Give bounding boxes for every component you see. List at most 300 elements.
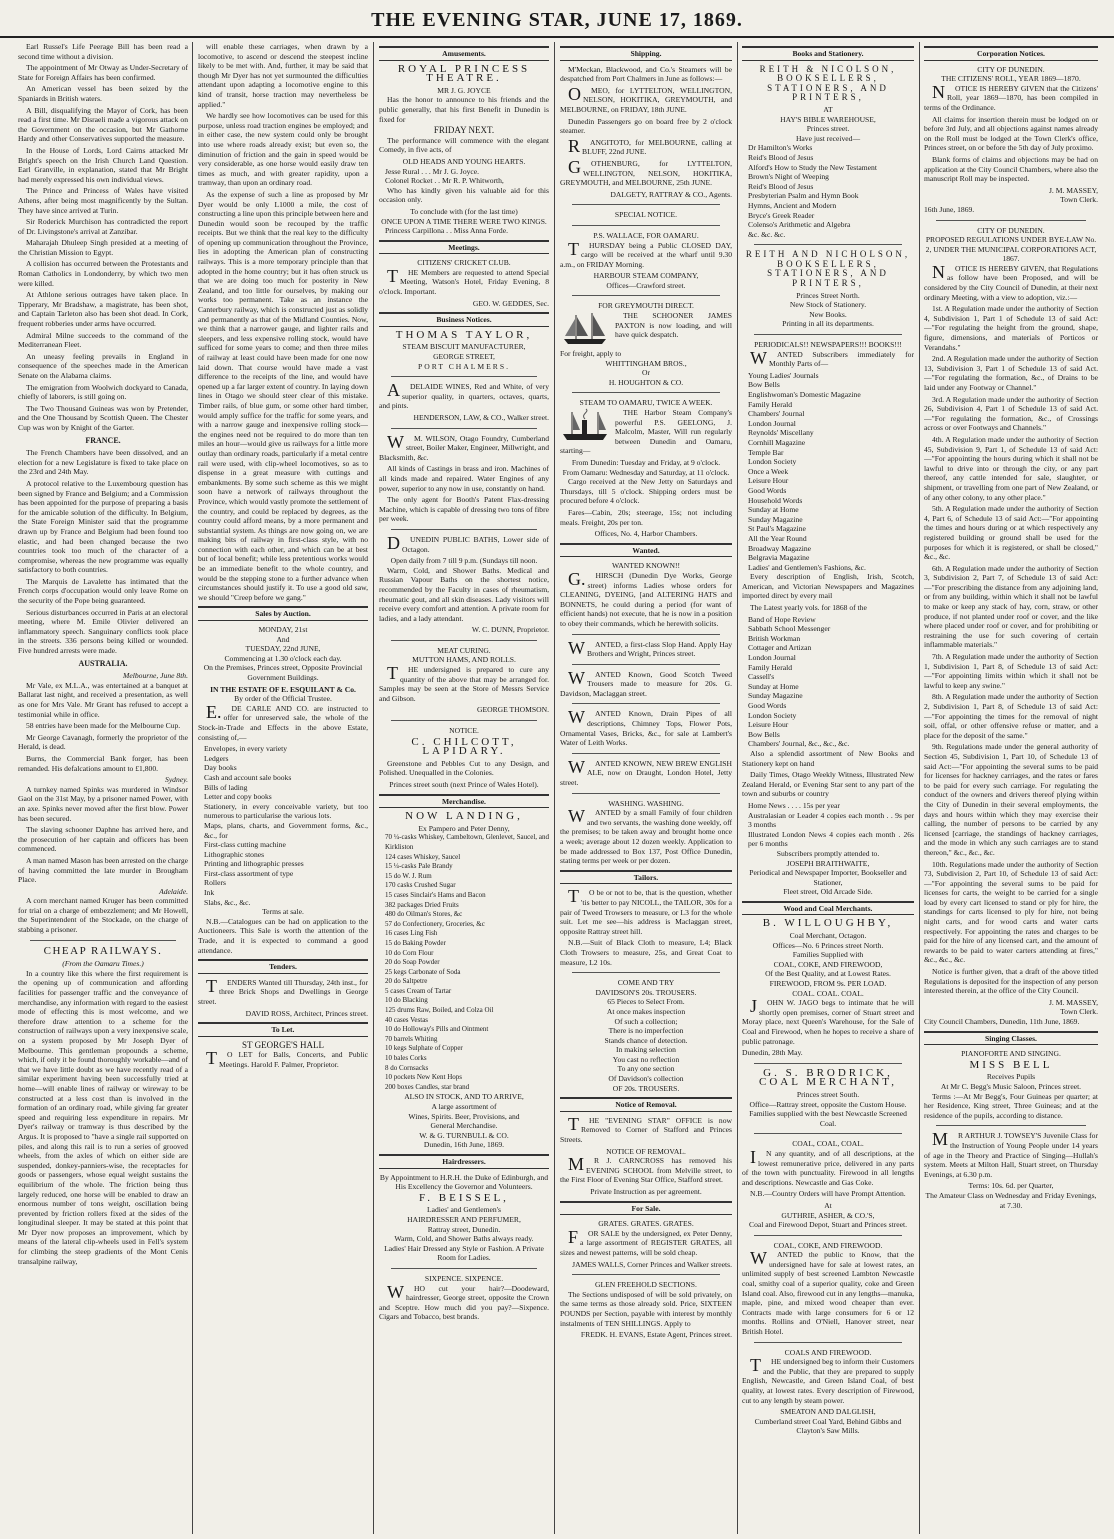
reith2-address: Princes Street North. (796, 290, 860, 300)
list-item: Chambers' Journal, &c., &c., &c. (748, 739, 850, 749)
every-description: Every description of English, Irish, Scotch, American, and Victorian Newspapers and Magazines imported direct by every mail (742, 572, 914, 601)
list-item: Chambers' Journal (748, 409, 805, 419)
omeo-notice: OMEO, for LYTTELTON, WELLINGTON, NELSON, HOKITIKA, GREYMOUTH, and MELBOURNE, on FRIDAY, 18th JUNE. (560, 83, 732, 114)
section-shipping: Shipping. (560, 46, 732, 61)
bell-saloon: At Mr C. Begg's Music Saloon, Princes street. (940, 1081, 1082, 1091)
brodrick: G. S. BRODRICK, COAL MERCHANT, (759, 1066, 897, 1089)
news-items (18, 42, 188, 433)
hall-notice: TO LET for Balls, Concerts, and Public Meetings. Harold F. Palmer, Proprietor. (206, 1048, 368, 1069)
article-paragraph: In a country like this where the first requirement is the opening up of communication and affording facilities for passenger traffic and the conveyance of merchandise, any information with regard to the easiest mode of effecting this is most welcome, and we therefore draw attention to a scheme for the construction of railways upon a very inexpensive scale, on a system proposed by Mr Joseph Dyer of Melbourne. This gentleman propounds a scheme, which, if only it be found thoroughly workable—and of that we have little doubt as we have recently read of a similar experiment having been successfully tried at home—will enable lines of railway or wireway to be constructed at a less cost than is involved in the formation of an ordinary road, while giving far greater speed and requiring less expenditure in repairs. Mr Dyer's railway or tramway is thus described by the Argus. It is proposed to "have a single rail supported on piles, and along this rail is to run a series of grooved wheels, from the axles of which on either side are suspended, donkey-panniers-wise, the receptacles for goods or passengers, whose equal weight sustains the equilibrium of the whole. The friction being thus largely reduced, one horse will be enabled to draw an enormous number of tons weight, oscillation being prevented by friction rollers fixed at the sides of the longitudinal sleeper. It may be stated at this point that Mr Dyer now proposes an improvement, which by means of the lateral clip-wheels used in Fell's system for climbing the steep gradients of the Mont Cenis transalpine railway, (18, 968, 188, 1266)
davidson-verse (560, 997, 732, 1083)
massey-signature: J. M. MASSEY, (1048, 185, 1098, 195)
stock-wines: Wines, Spirits. Beer, Provisions, and (408, 1111, 520, 1121)
braithwaite-trade: Periodical and Newspaper Importer, Bookseller and Stationer, (749, 868, 907, 887)
list-item: 20 do Saltpetre (385, 977, 428, 986)
washing-notice: WANTED by a small Family of four children and two servants, the washing done weekly, off the premises; to be taken away and brought home once a week; average about 12 dozen weekly. Application to be made addressed to Box 137, Post Office Dunedin, stating terms per week or per dozen. (560, 806, 732, 866)
coal-coke-firewood-2: COAL, COKE, AND FIREWOOD. (773, 1240, 883, 1250)
list-item: Sabbath School Messenger (748, 624, 831, 634)
masthead (0, 6, 1114, 38)
wanted-subscribers: WANTED Subscribers immediately for Monthly Parts of— (750, 347, 914, 369)
tenders-signature: DAVID ROSS, Architect, Princes street. (245, 1008, 368, 1018)
massey-title: Town Clerk. (1060, 195, 1098, 205)
list-item: 125 drums Raw, Boiled, and Colza Oil (385, 1006, 494, 1015)
list-item: Brown's Night of Weeping (748, 172, 829, 182)
dailies: Daily Times, Otago Weekly Witness, Illustrated New Zealand Herald, or Evening Star sent to any part of the town and suburbs or country (742, 770, 914, 799)
davidson-heading: DAVIDSON'S 20s. TROUSERS. (595, 987, 697, 997)
list-item: Cash and account sale books (204, 772, 292, 782)
smeaton-notice: THE undersigned beg to inform their Customers and the Public, that they are prepared to supply English, Newcastle, and Green Island Coal, of best quality, at lowest rates. Every description of Firewood, cut to any length by steam power. (742, 1355, 914, 1405)
theatre-conclude: To conclude with (for the last time) (410, 206, 518, 216)
divider (391, 640, 537, 641)
list-item: 10 do Holloway's Pills and Ointment (385, 1025, 489, 1034)
turnbull-date: Dunedin, 16th June, 1869. (423, 1140, 505, 1150)
coal-coal-coal: COAL, COAL, COAL. (792, 1139, 864, 1149)
list-item: Leisure Hour (748, 720, 789, 730)
wilson-castings: All kinds of Castings in brass and iron. Machines of all kinds made and repaired. Water Engines of any power, superior to any now in use, constantly on hand. (379, 464, 549, 493)
paxton-notice: THE SCHOONER JAMES PAXTON is now loading, and will have quick despatch. (615, 311, 732, 340)
geelong-oamaru: From Oamaru: Wednesday and Saturday, at 11 o'clock. (562, 467, 730, 477)
divider (572, 225, 720, 226)
list-item: London Journal (748, 653, 796, 663)
railways-continued (198, 42, 368, 602)
list-item: Stationery, in every conceivable variety, but too numerous to particularise the various lots. (204, 801, 368, 821)
list-item: 5 cases Cream of Tartar (385, 986, 452, 995)
new-stationery: New Stock of Stationery. (789, 300, 867, 310)
regulation-item: 6th. A Regulation made under the authority of Section 3, Subdivision 2, Part 7, of Schedule 13 of said Act:—"For prescribing the distance from any adjoining land, or from any building, within which it shall not be lawful to make or keep any stack of hay, corn, straw, or other produce, if not planted under roof or cover, and the like where placed under roof or cover, and for prohibiting or restraining the use for such covering of certain inflammable materials." (924, 563, 1098, 650)
best-quality: Of the Best Quality, and at Lowest Rates. (765, 969, 891, 979)
landing-ships: Ex Pampero and Peter Denny, (418, 823, 510, 833)
news-paragraph: An American vessel has been seized by the Spaniards in British waters. (18, 84, 188, 103)
section-amusements: Amusements. (379, 46, 549, 61)
city-of-dunedin-2: CITY OF DUNEDIN. (977, 225, 1045, 235)
sydney-items (18, 785, 188, 885)
list-item: Broadway Magazine (748, 543, 812, 553)
divider (391, 428, 537, 429)
stock-list (198, 744, 368, 907)
verse-line: In making selection (616, 1045, 676, 1055)
regulations-notice: NOTICE IS HEREBY GIVEN, that Regulations as follow have been Proposed, and will be considered by the City Council of Dunedin, at their next ordinary Meeting, with a view to adoption, viz.:— (924, 261, 1098, 302)
subscription-rates (742, 801, 914, 849)
auction-date-2: TUESDAY, 22nd JUNE, (245, 644, 321, 654)
news-paragraph: A collision has occurred between the Protestants and Roman Catholics in Londonderry, by which two men were killed. (18, 259, 188, 288)
verse-line: To any one section (617, 1064, 675, 1074)
wanted-known: WANTED KNOWN!! (611, 561, 681, 571)
play-title: OLD HEADS AND YOUNG HEARTS. (402, 156, 526, 166)
regulation-item: 5th. A Regulation made under the authority of Section 4, Part 6, of Schedule 13 of said Act:—"For appointing the times and hours during or at which respectively any registered building or ground shall be used for the purposes for which it is registered, or shall be closed," &c., &c. (924, 504, 1098, 562)
stock-general: General Merchandise. (430, 1121, 498, 1131)
news-paragraph: The appointment of Mr Otway as Under-Secretary of State for Foreign Affairs has been confirmed. (18, 63, 188, 82)
list-item: 70 barrels Whiting (385, 1034, 438, 1043)
verse-line: Of such a collection; (614, 1016, 678, 1026)
list-item: Bow Bells (748, 729, 780, 739)
divider (391, 720, 537, 721)
geelong-fares: Fares—Cabin, 20s; steerage, 15s; not including meals. Freight, 20s per ton. (560, 507, 732, 527)
bell-pupils: Receives Pupils (986, 1072, 1036, 1082)
further-notice: Notice is further given, that a draft of the above titled Regulations is deposited for the inspection of any person interested therein, at the office of the City Council. (924, 967, 1098, 996)
verse-line: You cast no reflection (612, 1054, 680, 1064)
list-item: Cassell's (748, 672, 775, 682)
list-item: Letter and copy books (204, 792, 272, 802)
list-item: All the Year Round (748, 533, 807, 543)
list-item: Ladies' and Gentlemen's Fashions, &c. (748, 562, 866, 572)
taylor-street: GEORGE STREET, (433, 352, 495, 362)
volume-list (742, 615, 914, 749)
omeo-passengers: Dunedin Passengers go on board free by 2 o'clock steamer. (560, 116, 732, 136)
sixpence-notice: WHO cut your hair?—Doodeward, hairdresser, George street, opposite the Crown and Sceptre. How much did you pay?—Sixpence. Cigars and Tobacco, best brands. (379, 1281, 549, 1322)
braithwaite-address: Fleet street, Old Arcade Side. (783, 887, 873, 897)
list-item: 200 boxes Candles, star brand (385, 1082, 470, 1091)
coals-firewood: COALS AND FIREWOOD. (784, 1347, 872, 1357)
news-paragraph: In the House of Lords, Lord Cairns attacked Mr Bright's speech on the Irish Church Land Question. Earl Granville, in explanation, stated that Mr Bright had merely expressed his own individual views. (18, 145, 188, 184)
carncross-notice: MR J. CARNCROSS has removed his EVENING SCHOOL from Melville street, to the First Floor of Evening Star Office, Stafford street. (560, 1154, 732, 1185)
taylor-trade: STEAM BISCUIT MANUFACTURER, (402, 342, 526, 352)
wilson-foundry: WM. WILSON, Otago Foundry, Cumberland street, Boiler Maker, Engineer, Millwright, and Blacksmith, &c. (379, 431, 549, 462)
notice-heading: NOTICE. (449, 726, 479, 736)
glen-notice: The Sections undisposed of will be sold privately, on the same terms as those already sold. Price, SIXTEEN POUNDS per Section, payable with interest by monthly instalments of TEN SHILLINGS. Apply to (560, 1289, 732, 1328)
regulation-item: 8th. A Regulation made under the authority of Section 2, Subdivision 1, Part 8, of Schedule 13 of said Act:—"For appointing the times for the removal of night soil, offal, or other offensive refuse or matter, and a place for the deposit of the same." (924, 692, 1098, 740)
beissel-line-5: Warm, Cold, and Shower Baths always ready. (394, 1234, 534, 1244)
verse-line: 65 Pieces to Select From. (607, 997, 685, 1007)
washing-heading: WASHING. WASHING. (608, 798, 684, 808)
news-paragraph: The Marquis de Lavalette has intimated that the French corps d'occupation would only leave Rome on the security of the Pope being guaranteed. (18, 576, 188, 606)
subscribers-attended: Subscribers promptly attended to. (776, 848, 880, 858)
list-item: 70 ¼-casks Whiskey, Cambeltown, Glenlevet, Saucel, and Kirkliston (385, 833, 549, 851)
news-paragraph: Maharajah Dhuleep Singh presided at a meeting of the Christian Mission to Egypt. (18, 238, 188, 257)
afterpiece-title: ONCE UPON A TIME THERE WERE TWO KINGS. (381, 216, 547, 226)
section-hairdressers: Hairdressers. (379, 1154, 549, 1169)
column-6 (924, 42, 1098, 1534)
news-paragraph: An uneasy feeling prevails in England in consequence of the speeches made in the American Senate on the Alabama claims. (18, 351, 188, 380)
jago-notice: JOHN W. JAGO begs to intimate that he will shortly open premises, corner of Stuart street and Moray place, next Queen's Warehouse, for the Sale of Coal and Firewood, when he hopes to receive a share of public patronage. (742, 996, 914, 1046)
public-notice: WANTED the public to Know, that the undersigned have for sale at lowest rates, an unlimited supply of best screened Lambton Newcastle coal, smithy coal of a superior quality, coke and Green Island coal. Also, firewood cut in any lengths—manuka, maple, pine, and mixed wood cheaper than ever. Contracts made with large consumers for 6 or 12 months. Rollins and O'Niell, Hanover street, near British Hotel. (742, 1248, 914, 1337)
divider (572, 392, 720, 393)
whittingham: WHITTINGHAM BROS., (605, 358, 687, 368)
list-item: 25 kegs Carbonate of Soda (385, 967, 461, 976)
geelong-notice: THE Harbor Steam Company's powerful P.S. GEELONG, J. Malcolm, Master, Will run regularly between Dunedin and Oamaru, starting— (560, 408, 732, 456)
list-item: Englishwoman's Domestic Magazine (748, 390, 861, 399)
list-item: Family Herald (748, 399, 793, 409)
braithwaite: JOSEPH BRAITHWAITE, (786, 858, 870, 868)
divider (754, 1063, 902, 1064)
section-business-notices: Business Notices. (379, 312, 549, 327)
list-item: Presbyterian Psalm and Hymn Book (748, 191, 859, 201)
column-4 (560, 42, 732, 1534)
list-item: Ledgers (204, 753, 229, 763)
melbourne-dateline: Melbourne, June 8th. (123, 671, 188, 681)
steamer-icon (560, 408, 610, 444)
article-paragraph: As the expense of such a line as proposed by Mr Dyer would be only L1000 a mile, the cost of constructing a line upon this principle between here and Dunedin would soon be recouped by the traffic receipts. But we think that the real key to the difficulty of opening up communication throughout the Province, lies in adopting the American plan of constructing railways. This is a more temporary principle than that adopted in the home country; but it has often struck us that we are doing too much for posterity in New Zealand, and too little for ourselves, by making our works too permanent. Take as an instance the Canterbury railway, which is constructed just as solidly and permanently as that of the Midland Counties. Now, we think that a narrower gauge, and lighter rails and sleepers, and less expensive rolling stock, would have sufficed for some years to come; and then three miles of railway at least could have been made for one now laid down. That course would have made a vast difference to the receipts of the line, and would have opened up a far larger extent of country. In laying down lines in Otago we should steer clear of this mistake. Timber rails, of blue gum, or some other hard timber, would amply suffice for the traffic for some years, and with a narrow gauge and inexpensive rolling stock—the engines need not be required to do more than ten miles an hour—would give us railways for a little more outlay than ordinary roads, particularly if a metal centre rail were used, with clip-wheel locomotives, so as to dispense in a great measure with cuttings and embankments. By some such scheme as this we might soon have a network of railways throughout the Province, which would vastly promote the settlement of the country, and could be replaced by degrees, as the country could afford means, by a more permanent and substantial system. As things are now going on, we are making bits of railway in first-class style, with no connection with each other, and which can be at best but of local benefit; while less pretentious works would be an immediate benefit to the whole country, and would be the stepping stone to a further advance when circumstances should justify it. To use a good old saw, we should "Creep before we gang." (198, 189, 368, 602)
henderson-signature: HENDERSON, LAW, & CO., Walker street. (413, 413, 549, 422)
meat-signature: GEORGE THOMSON. (476, 705, 549, 715)
reith-at: AT (823, 104, 833, 114)
railways-source: (From the Oamaru Times.) (62, 959, 144, 969)
smeaton-address: Cumberland street Coal Yard, Behind Gibbs and Clayton's Saw Mills. (754, 1416, 902, 1436)
regulation-item: 2nd. A Regulation made under the authority of Section 13, Subdivision 3, Part 1 of Schedule 13 of said Act.—"For regulating the formation, &c., of Drains to be laid under any Footway or Channel." (924, 354, 1098, 392)
list-item: Australasian or Leader 4 copies each month . . 9s per 3 months (748, 810, 914, 830)
coal-heading: COAL. COAL. COAL. (792, 988, 864, 998)
just-received: Have just received— (795, 133, 861, 143)
reith-nicholson: REITH AND NICHOLSON, BOOKSELLERS, STATIONERS, AND PRINTERS, (745, 249, 911, 289)
city-of-dunedin: CITY OF DUNEDIN. (977, 64, 1045, 74)
list-item: St Paul's Magazine (748, 524, 806, 534)
list-item: Home News . . . . 15s per year (748, 800, 840, 810)
list-item: Dr Hamilton's Works (748, 143, 813, 153)
theatre-kind: Who has kindly given his valuable aid for this occasion only. (379, 185, 549, 205)
baths-signature: W. C. DUNN, Proprietor. (471, 625, 549, 635)
list-item: Leisure Hour (748, 476, 789, 486)
news-paragraph: Earl Russel's Life Peerage Bill has been read a second time without a division. (18, 42, 188, 61)
council-chambers: City Council Chambers, Dunedin, 11th June, 1869. (924, 1017, 1080, 1026)
scotch-tweed: WANTED Known, Good Scotch Tweed Trousers made to measure for 20s. G. Davidson, Maclaggan street. (560, 667, 732, 698)
thomas-taylor: THOMAS TAYLOR, (395, 328, 533, 341)
column-2 (198, 42, 368, 1534)
divider (572, 634, 720, 635)
column-3 (379, 42, 549, 1534)
jago-date: Dunedin, 28th May. (742, 1048, 803, 1058)
brodrick-address: Princes street South. (796, 1089, 860, 1099)
divider (572, 753, 720, 754)
cheap-railways-heading: CHEAP RAILWAYS. (43, 944, 163, 957)
divider (572, 664, 720, 665)
list-item: Bills of lading (204, 782, 248, 792)
drain-pipes: WANTED Known, Drain Pipes of all descriptions, Chimney Tops, Flower Pots, Ornamental Vases, Bricks, &c., for sale at Lambert's Water of Leith Works. (560, 707, 732, 748)
cricket-club: CITIZENS' CRICKET CLUB. (417, 258, 511, 268)
list-item: Once a Week (748, 466, 789, 476)
list-item: Envelopes, in every variety (204, 744, 288, 754)
baths-hours: Open daily from 7 till 9 p.m. (Sundays till noon. (390, 556, 538, 566)
schooner-icon (560, 311, 610, 347)
citizens-roll: THE CITIZENS' ROLL, YEAR 1869—1870. (941, 74, 1081, 84)
families-supplied: Families Supplied with (792, 950, 864, 960)
guthrie-asher: GUTHRIE, ASHER, & CO.'S, (781, 1210, 875, 1220)
auction-place: On the Premises, Princes street, Opposite Provincial Government Buildings. (203, 663, 363, 682)
list-item: 124 cases Whiskey, Saucel (385, 852, 461, 861)
list-item: Maps, plans, charts, and Government forms, &c., &c., for (204, 820, 368, 840)
section-wood-and-coal: Wood and Coal Merchants. (742, 901, 914, 916)
proposed-regulations: PROPOSED REGULATIONS UNDER BYE-LAW No. 2, UNDER THE MUNICIPAL CORPORATIONS ACT, 1867. (925, 235, 1097, 264)
thursday-notice: THURSDAY being a Public CLOSED DAY, cargo will be received at the wharf until 9.30 a.m., on FRIDAY Morning. (560, 238, 732, 269)
news-paragraph: A Bill, disqualifying the Mayor of Cork, has been read a first time. Mr Disraeli made a vigorous attack on the Government on the occasion, but Mr Gathorne Hardy and other Conservatives supported the measure. (18, 105, 188, 144)
list-item: Good Words (748, 485, 787, 495)
list-item: 480 do Oilman's Stores, &c (385, 910, 463, 919)
chilcott-lapidary: C. CHILCOTT, LAPIDARY. (411, 735, 517, 758)
chilcott-notice: Greenstone and Pebbles Cut to any Design, and Polished. Unequalled in the Colonies. (379, 758, 549, 778)
list-item: Household Words (748, 495, 803, 505)
list-item: London Journal (748, 418, 796, 428)
mutton-hams: MUTTON HAMS, AND ROLLS. (412, 655, 516, 665)
slop-hand: WANTED, a first-class Slop Hand. Apply Hay Brothers and Wright, Princes street. (568, 637, 732, 659)
article-paragraph: will enable these carriages, when drawn by a locomotive, to ascend or descend the steepest incline likely to be met with. And, further, it may be said that though Mr Dyer has not yet surmounted the difficulties attendant upon adapting a locomotive engine to this kind of transit, horse traction may nevertheless be applied." (198, 42, 368, 109)
nicoll-nb: N.B.—Suit of Black Cloth to measure, L4; Black Cloth Trowsers to measure, 25s, and Great Coat to measure, L2 10s. (560, 938, 732, 967)
news-paragraph: A corn merchant named Kruger has been committed for trial on a charge of embezzlement; and Mr Howell, the Superintendent of the Stockade, on the charge of stabbing a prisoner. (18, 896, 188, 935)
list-item: Jesse Rural . . . Mr J. G. Joyce. (385, 166, 480, 176)
column-1 (18, 42, 188, 1534)
geelong-offices: Offices, No. 4, Harbor Chambers. (594, 529, 698, 539)
roll-claims: All claims for insertion therein must be lodged on or before 3rd July, and all objections against names already on the Roll must be lodged at the Town Clerk's office, Princes street, on or before the 5th day of July proximo. (924, 114, 1098, 153)
dalgety-signature: DALGETY, RATTRAY & CO., Agents. (610, 189, 732, 199)
list-item: 10 bales Corks (385, 1054, 427, 1063)
divider (754, 1235, 902, 1236)
periodicals-heading: PERIODICALS!! NEWSPAPERS!!! BOOKS!!! (754, 340, 902, 350)
massey-title-2: Town Clerk. (1060, 1007, 1098, 1017)
verse-line: Stands chance of detection. (604, 1035, 688, 1045)
willoughby-trade: Coal Merchant, Octagon. (789, 931, 867, 941)
greymouth-heading: FOR GREYMOUTH DIRECT. (598, 301, 694, 311)
list-item: Hymns, Ancient and Modern (748, 200, 837, 210)
towsey-amateur: The Amateur Class on Wednesday and Friday Evenings, at 7.30. (925, 1190, 1097, 1210)
notice-of-removal: NOTICE OF REMOVAL. (606, 1146, 686, 1156)
royal-princess-theatre: ROYAL PRINCESS THEATRE. (397, 62, 531, 85)
carle-notice: E.DE CARLE AND CO. are instructed to offer for unreserved sale, the whole of the Stock-in-Trade and Effects in the above Estate, consisting of,— (198, 701, 368, 742)
st-georges-hall: ST GEORGE'S HALL (242, 1039, 324, 1050)
news-paragraph: The French Chambers have been dissolved, and an election for a new Legislature is fixed to take place on the 23rd and 24th May. (18, 448, 188, 477)
reith-nicolson: REITH & NICOLSON, BOOKSELLERS, STATIONERS, AND PRINTERS, (759, 63, 897, 103)
wilson-agent: The only agent for Booth's Patent Flax-dressing Machine, which is capable of dressing two tons of fibre per week. (379, 495, 549, 524)
news-paragraph: Mr George Cavanagh, formerly the proprietor of the Herald, is dead. (18, 732, 188, 752)
list-item: 15 cases Sinclair's Hams and Bacon (385, 890, 486, 899)
news-paragraph: The emigration from Woolwich dockyard to Canada, chiefly of laborers, is still going on. (18, 382, 188, 402)
list-item: 382 packages Dried Fruits (385, 900, 459, 909)
news-paragraph: A man named Mason has been arrested on the charge of having committed the late murder in Brougham Place. (18, 855, 188, 885)
list-item: Alford's How to Study the New Testament (748, 162, 877, 172)
public-baths: DUNEDIN PUBLIC BATHS, Lower side of Octagon. (387, 532, 549, 554)
towsey-terms: Terms: 10s. 6d. per Quarter, (968, 1181, 1054, 1191)
grates-notice: FOR SALE by the undersigned, ex Peter Denny, a large assortment of REGISTER GRATES, all sizes and newest patterns, will be sold cheap. (560, 1226, 732, 1257)
news-paragraph: Serious disturbances occurred in Paris at an electoral meeting, where M. Emile Olivier delivered an inflammatory speech. Sanguinary conflicts took place in the streets. 336 persons being killed or wounded. Five hundred arrests were made. (18, 607, 188, 656)
cast-list (379, 167, 549, 186)
willoughby: B. WILLOUGHBY, (762, 917, 894, 930)
pianoforte-heading: PIANOFORTE AND SINGING. (961, 1049, 1061, 1059)
appointment: By Appointment to H.R.H. the Duke of Edinburgh, and His Excellency the Governor and Volunteers. (379, 1172, 549, 1192)
list-item: Good Words (748, 701, 787, 710)
new-brew: WANTED KNOWN, NEW BREW ENGLISH ALE, now on Draught, London Hotel, Jetty street. (560, 756, 732, 788)
brodrick-families: Families supplied with the best Newcastle Screened Coal. (749, 1109, 907, 1128)
massey-signature-2: J. M. MASSEY, (1048, 997, 1098, 1007)
list-item: Printing and lithographic presses (204, 859, 304, 869)
list-item: Young Ladies' Journals (748, 370, 819, 380)
list-item: British Workman (748, 633, 801, 643)
sydney-dateline: Sydney. (165, 775, 188, 785)
section-books-and-stationery: Books and Stationery. (742, 46, 914, 61)
column-rule (192, 42, 193, 1534)
regulation-item: 3rd. A Regulation made under the authority of Section 26, Subdivision 4, Part 1 of Schedule 13 of said Act.—"For regulating the formation, &c., of Crossings across or over Footways and Channels." (924, 394, 1098, 433)
column-rule (919, 42, 920, 1534)
list-item: 10 do Blacking (385, 996, 428, 1005)
list-item: Sunday at Home (748, 681, 799, 691)
performance-line: The performance will commence with the elegant Comedy, in five acts, of (379, 135, 549, 155)
section-merchandise: Merchandise. (379, 794, 549, 809)
verse-line: There is no imperfection (608, 1026, 684, 1036)
divider (936, 1125, 1086, 1126)
meat-notice: THE undersigned is prepared to cure any quantity of the above that may be arranged for. Samples may be seen at the Store of Messrs Service and Gibson. (379, 663, 549, 703)
divider (391, 1268, 537, 1269)
houghton: H. HOUGHTON & CO. (608, 377, 684, 387)
article-paragraph: We hardly see how locomotives can be used for this purpose, unless road traction engines be employed; and in either case, the new system could only be brought into use where roads already exist; but even so, the diminution of friction and the gain in speed would be very considerable, as one horse would easily draw ten times as much, and with greater rapidity, upon a tramway, than upon an ordinary road. (198, 111, 368, 188)
list-item: Band of Hope Review (748, 614, 816, 624)
list-item: 15 do Baking Powder (385, 938, 446, 947)
list-item: 20 do Soap Powder (385, 958, 440, 967)
news-paragraph: Mr Vale, ex M.L.A., was entertained at a banquet at Ballarat last night, and received a presentation, as well as one for Mrs Vale. Mr Grant has refused to accept a testimonial while in office. (18, 680, 188, 719)
list-item: 10 do Corn Flour (385, 948, 434, 957)
regulations-list (924, 304, 1098, 965)
divider (572, 972, 720, 973)
section-notice-of-removal: Notice of Removal. (560, 1097, 732, 1112)
divider (572, 1274, 720, 1275)
france-heading: FRANCE. (85, 435, 121, 445)
trustee-line: By order of the Official Trustee. (234, 694, 332, 704)
column-5 (742, 42, 914, 1534)
magazine-list (742, 371, 914, 572)
benefit-day: FRIDAY NEXT. (433, 125, 495, 136)
news-paragraph: 58 entries have been made for the Melbourne Cup. (26, 721, 181, 731)
list-item: Lithographic stones (204, 849, 265, 859)
list-item: Sunday Magazine (748, 514, 803, 524)
australia-items (18, 681, 188, 773)
tenders-notice: TENDERS Wanted till Thursday, 24th inst., for three Brick Shops and Dwellings in George street. (198, 975, 368, 1006)
auction-time: Commencing at 1.30 o'clock each day. (224, 653, 342, 663)
adelaide-dateline: Adelaide. (159, 886, 188, 896)
list-item: 170 casks Crushed Sugar (385, 881, 456, 890)
book-list (742, 143, 914, 239)
news-paragraph: Admiral Milne succeeds to the command of the Mediterranean Fleet. (18, 330, 188, 350)
beissel: F. BEISSEL, (419, 1191, 509, 1204)
divider (572, 793, 720, 794)
list-item: Slabs, &c., &c. (204, 897, 251, 907)
list-item: 10 pockets New Kent Hops (385, 1073, 462, 1082)
paxton-freight: For freight, apply to (560, 349, 622, 359)
news-paragraph: At Athlone serious outrages have taken place. In Tipperary, Mr Bradshaw, a magistrate, has been shot, and Captain Tarleton also has been shot dead. In Cork, frequent robberies under arms have occurred. (18, 290, 188, 329)
divider (391, 529, 537, 530)
hirsch-notice: G.HIRSCH (Dunedin Dye Works, George street) informs Ladies whose orders for CLEANING, DYEING, [and ALTERING HATS and BONNETS, he could during a period (for want of efficient hands) not execute, that he is now in a position to obey their commands, which he herewith solicits. (560, 568, 732, 628)
estate-line: IN THE ESTATE OF E. ESQUILANT & Co. (210, 684, 356, 694)
stock-assortment: A large assortment of (431, 1102, 497, 1111)
hay-address: Princes street. (806, 124, 850, 134)
list-item: Sunday at Home (748, 505, 799, 515)
section-wanted: Wanted. (560, 543, 732, 558)
rangitoto-notice: RANGITOTO, for MELBOURNE, calling at BLUFF, 22nd JUNE. (568, 135, 732, 157)
section-tailors: Tailors. (560, 870, 732, 885)
printing: Printing in all its departments. (782, 319, 874, 329)
new-books: New Books. (809, 309, 847, 319)
nicoll-notice: TO be or not to be, that is the question, whether 'tis better to pay NICOLL, the TAILOR, 30s for a pair of Tweed Trowsers to measure, or L3 for the whole suit. Let me see—his address is Maclaggan street, opposite Rattray street hill. (560, 886, 732, 936)
regulation-item: 10th. Regulations made under the authority of Section 73, Subdivision 2, Part 10, of Schedule 13 of said Act:—"For appointing the several sums to be paid for licenses for carts, the weight to be carried for a single load by every cart licensed to stand or ply for hire, the standings for carts licensed to ply for hire, not being night carts, and for wood carts and water carts respectively. For appointing the rates and charges to be paid for the hire of any licensed cart, and the amount of rewards to be paid to water carters attending at fires," &c., &c., &c. (924, 859, 1098, 965)
divider (30, 940, 176, 941)
auction-and: And (276, 634, 290, 644)
guthrie-notice: IN any quantity, and of all descriptions, at the lowest remunerative price, delivered in any parts of the town with punctuality. Firewood in all lengths and descriptions. Newcastle and Gas Coke. (742, 1146, 914, 1187)
divider (754, 334, 902, 335)
divider (754, 1133, 902, 1134)
oamaru-steam: STEAM TO OAMARU, TWICE A WEEK. (579, 398, 713, 408)
coal-coke-firewood: COAL, COKE, AND FIREWOOD, (773, 959, 883, 969)
glen-heading: GLEN FREEHOLD SECTIONS. (595, 1280, 697, 1290)
section-sales-by-auction: Sales by Auction. (198, 606, 368, 621)
geelong-cargo: Cargo received at the New Jetty on Saturdays and Thursdays, till 5 o'clock. Shipping orders must be procured before 4 o'clock. (560, 477, 732, 506)
baths-details: Warm, Cold, and Shower Baths. Medical and Russian Vapour Baths on the shortest notice, recommended by the Faculty in cases of rheumatism, rheumatic gout, and all skin diseases. Lady visitors will receive every comfort and attention. A private room for ladies, and a lady attendant. (379, 565, 549, 623)
theatre-announcement: Has the honor to announce to his friends and the public generally, that his first Benefit in Dunedin is fixed for (379, 95, 549, 124)
list-item: Colenso's Arithmetic and Algebra (748, 220, 851, 230)
regulation-item: 4th. A Regulation made under the authority of Section 45, Subdivision 9, Part 1, of Schedule 13 of said Act:—"For appointing the hours during which it shall not be lawful to drive into or through the city, or any part thereof, any cattle intended for sale, slaughter, or shipment, or travelling from one part of New Zealand, or of any other colony, to any other place." (924, 434, 1098, 502)
beissel-line-2: Ladies' and Gentlemen's (426, 1205, 501, 1215)
list-item: 15 ¼-casks Pale Brandy (385, 862, 453, 871)
list-item: Sunday Magazine (748, 691, 803, 701)
beissel-line-3: HAIRDRESSER AND PERFUMER, (407, 1214, 521, 1224)
list-item: 15 do W. J. Rum (385, 871, 432, 880)
goods-list (379, 833, 549, 1092)
section-to-let: To Let. (198, 1022, 368, 1037)
section-for-sale: For Sale. (560, 1201, 732, 1216)
news-paragraph: A protocol relative to the Luxembourg question has been signed by France and Belgium; and a Commission has been appointed for the purpose of preparing a basis for the amicable solution of the difficulty. In Belgium, the State Foreign Minister said that the programme drawn up by France and Belgium had been found too elastic, and had been changed because the two countries took too much of the character of a compromise, whereas the new programme was equally satisfactory to both countries. (18, 478, 188, 575)
stock-arrive: ALSO IN STOCK, AND TO ARRIVE, (404, 1092, 524, 1102)
